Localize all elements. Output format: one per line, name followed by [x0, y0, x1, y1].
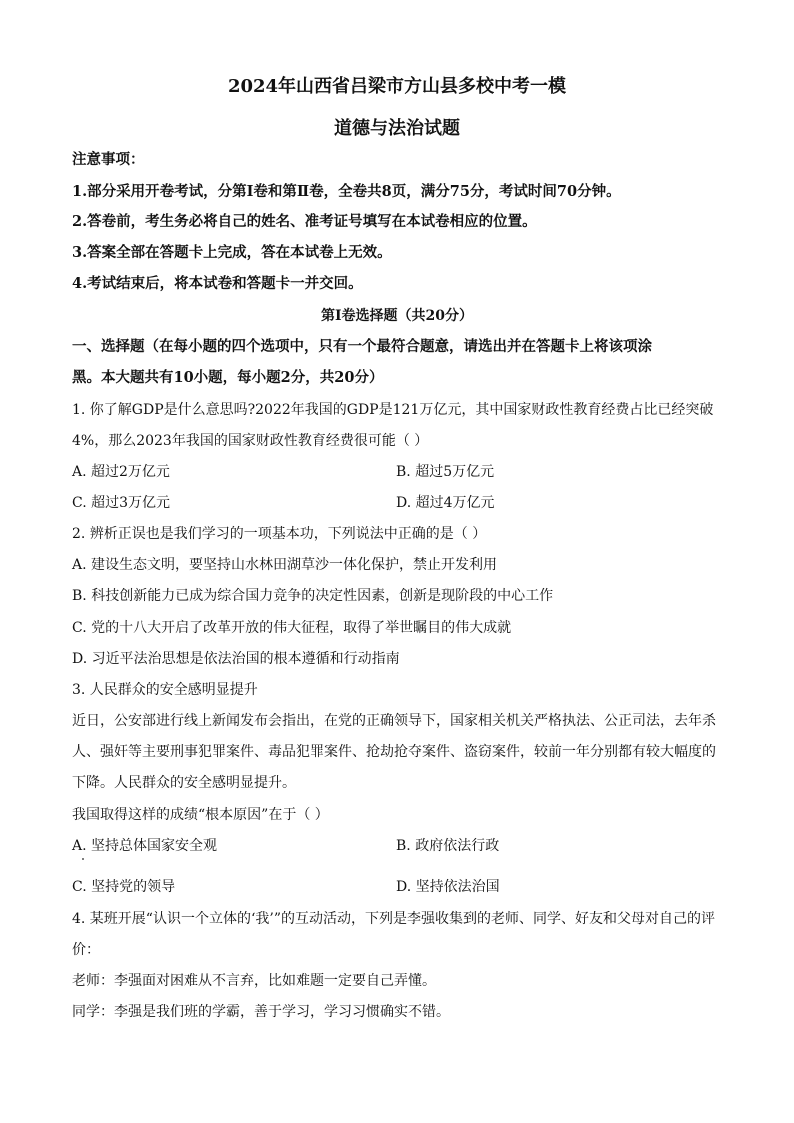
notice-item-4: 4.考试结束后，将本试卷和答题卡一并交回。 — [72, 275, 363, 292]
q2-option-a: A. 建设生态文明，要坚持山水林田湖草沙一体化保护，禁止开发利用 — [72, 557, 498, 573]
q2-option-c: C. 党的十八大开启了改革开放的伟大征程，取得了举世瞩目的伟大成就 — [72, 620, 512, 636]
q1-option-a: A. 超过2万亿元 — [72, 464, 170, 480]
section-title: 第Ⅰ卷选择题（共20分） — [320, 308, 474, 324]
q3-paragraph-line-3: 下降。人民群众的安全感明显提升。 — [72, 775, 296, 791]
exam-title: 2024年山西省吕梁市方山县多校中考一模 — [227, 76, 567, 97]
q1-stem-line-2: 4%，那么2023年我国的国家财政性教育经费很可能（ ） — [72, 433, 429, 449]
q3-paragraph-line-1: 近日，公安部进行线上新闻发布会指出，在党的正确领导下，国家相关机关严格执法、公正司法，去年杀 — [72, 713, 716, 729]
q3-paragraph-line-2: 人、强奸等主要刑事犯罪案件、毒品犯罪案件、抢劫抢夺案件、盗窃案件，较前一年分别都有较大幅度的 — [72, 744, 716, 760]
q3-option-d: D. 坚持依法治国 — [396, 879, 500, 895]
q3-option-a: A. 坚持总体国家安全观 — [72, 838, 218, 854]
q4-stem-line-2: 价： — [72, 942, 100, 958]
notice-item-3: 3.答案全部在答题卡上完成，答在本试卷上无效。 — [72, 244, 392, 261]
notice-item-1: 1.部分采用开卷考试，分第Ⅰ卷和第Ⅱ卷，全卷共8页，满分75分，考试时间70分钟。 — [72, 183, 621, 200]
q2-option-b: B. 科技创新能力已成为综合国力竞争的决定性因素，创新是现阶段的中心工作 — [72, 588, 554, 604]
q2-option-d: D. 习近平法治思想是依法治国的根本遵循和行动指南 — [72, 651, 400, 667]
q3-stem: 3. 人民群众的安全感明显提升 — [72, 682, 258, 698]
q4-classmate-comment: 同学：李强是我们班的学霸，善于学习，学习习惯确实不错。 — [72, 1004, 450, 1020]
q3-option-b: B. 政府依法行政 — [396, 838, 500, 854]
q1-option-d: D. 超过4万亿元 — [396, 495, 495, 511]
q1-option-c: C. 超过3万亿元 — [72, 495, 171, 511]
stray-dot-mark — [82, 858, 84, 860]
q4-teacher-comment: 老师：李强面对困难从不言弃，比如难题一定要自己弄懂。 — [72, 973, 436, 989]
q1-option-b: B. 超过5万亿元 — [396, 464, 495, 480]
section-instruction-line-2: 黑。本大题共有10小题，每小题2分，共20分） — [72, 369, 384, 386]
section-instruction-line-1: 一、选择题（在每小题的四个选项中，只有一个最符合题意，请选出并在答题卡上将该项涂 — [72, 338, 652, 355]
notice-item-2: 2.答卷前，考生务必将自己的姓名、准考证号填写在本试卷相应的位置。 — [72, 213, 537, 230]
q2-stem: 2. 辨析正误也是我们学习的一项基本功，下列说法中正确的是（ ） — [72, 526, 487, 542]
q3-question: 我国取得这样的成绩“根本原因”在于（ ） — [72, 807, 329, 823]
q4-stem-line-1: 4. 某班开展“认识一个立体的‘我’”的互动活动，下列是李强收集到的老师、同学、好友和父母对自己的评 — [72, 911, 716, 927]
q3-option-c: C. 坚持党的领导 — [72, 879, 176, 895]
q1-stem-line-1: 1. 你了解GDP是什么意思吗?2022年我国的GDP是121万亿元，其中国家财政性教育经费占比已经突破 — [72, 402, 714, 418]
notice-heading: 注意事项： — [72, 151, 145, 168]
exam-subject-title: 道德与法治试题 — [334, 118, 460, 139]
